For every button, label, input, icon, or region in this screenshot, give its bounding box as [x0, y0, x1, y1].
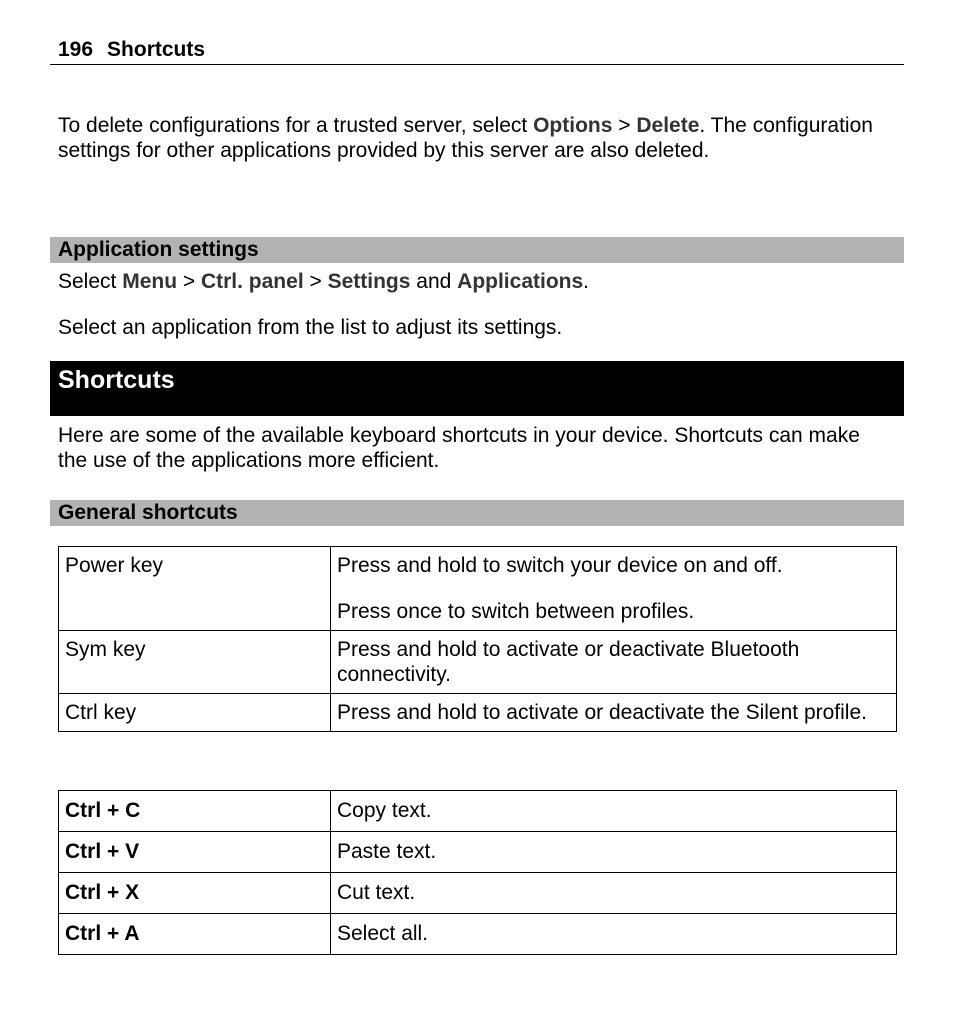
shortcuts-section-title: Shortcuts	[50, 361, 904, 416]
description-line: Press and hold to activate or deactivate the Silent profile.	[337, 701, 867, 724]
description-line: Press and hold to activate or deactivate Bluetooth connectivity.	[337, 638, 800, 686]
path-separator: >	[612, 114, 637, 137]
path-separator: >	[303, 270, 328, 293]
header-section-title: Shortcuts	[107, 38, 206, 61]
table-row	[59, 631, 897, 694]
key-description	[331, 631, 897, 694]
key-name: Sym key	[59, 631, 331, 694]
application-settings-paragraph: Select an application from the list to adjust its settings.	[58, 316, 563, 339]
key-shortcuts-table	[58, 546, 897, 732]
table-row	[59, 914, 897, 955]
table-row	[59, 694, 897, 732]
combo-description: Cut text.	[331, 873, 897, 914]
combo-description: Copy text.	[331, 791, 897, 832]
combo-description: Select all.	[331, 914, 897, 955]
key-description	[331, 694, 897, 732]
text: Select	[58, 270, 123, 293]
ctrl-combo-shortcuts-table	[58, 790, 897, 955]
path-separator: >	[177, 270, 201, 293]
delete-config-paragraph	[58, 113, 888, 163]
combo-description: Paste text.	[331, 832, 897, 873]
application-settings-heading: Application settings	[50, 237, 904, 263]
table-row	[59, 873, 897, 914]
combo-key: Ctrl + V	[59, 832, 331, 873]
description-line: Press once to switch between profiles.	[337, 600, 695, 623]
application-settings-path-paragraph	[58, 269, 888, 294]
text: . The configuration settings for other applications provided by this server are also deleted.	[58, 114, 873, 162]
text: and	[410, 270, 458, 293]
menu-path-menu: Menu	[122, 270, 178, 293]
shortcuts-intro-paragraph: Here are some of the available keyboard shortcuts in your device. Shortcuts can make the use of the applications more efficient.	[58, 424, 860, 472]
menu-path-ctrl-panel: Ctrl. panel	[200, 270, 304, 293]
key-name: Power key	[59, 547, 331, 631]
page-header	[50, 36, 904, 65]
menu-path-applications: Applications	[457, 270, 584, 293]
text: .	[583, 270, 590, 293]
menu-path-options: Options	[533, 114, 613, 137]
key-description	[331, 547, 897, 631]
text: To delete configurations for a trusted server, select	[58, 114, 534, 137]
combo-key: Ctrl + A	[59, 914, 331, 955]
table-row	[59, 832, 897, 873]
page-number: 196	[58, 38, 94, 61]
description-line: Press and hold to switch your device on and off.	[337, 554, 783, 577]
general-shortcuts-heading: General shortcuts	[50, 500, 904, 526]
table-row	[59, 791, 897, 832]
combo-key: Ctrl + X	[59, 873, 331, 914]
key-name: Ctrl key	[59, 694, 331, 732]
menu-path-settings: Settings	[327, 270, 411, 293]
menu-path-delete: Delete	[636, 114, 700, 137]
combo-key: Ctrl + C	[59, 791, 331, 832]
table-row	[59, 547, 897, 631]
